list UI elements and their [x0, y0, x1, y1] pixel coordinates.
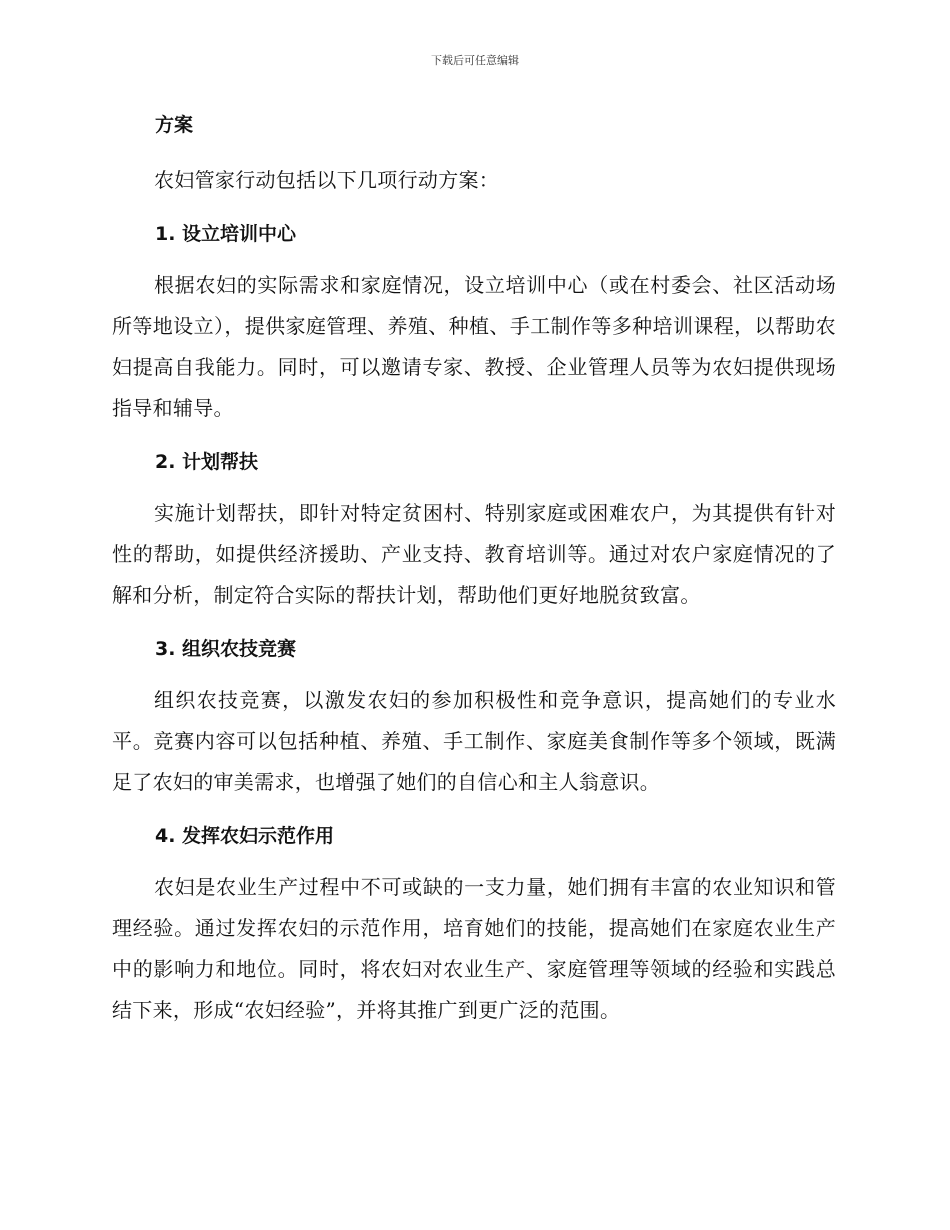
- section-paragraph-1: 根据农妇的实际需求和家庭情况，设立培训中心（或在村委会、社区活动场所等地设立），提供家庭管理、养殖、种植、手工制作等多种培训课程，以帮助农妇提高自我能力。同时，可以邀请专家、教授、企业管理人员等为农妇提供现场指导和辅导。: [112, 273, 836, 420]
- page-header-note: 下载后可任意编辑: [431, 54, 519, 67]
- section-heading-1: 1. 设立培训中心: [155, 223, 297, 245]
- document-title: 方案: [155, 114, 194, 136]
- section-paragraph-2: 实施计划帮扶，即针对特定贫困村、特别家庭或困难农户，为其提供有针对性的帮助，如提供经济援助、产业支持、教育培训等。通过对农户家庭情况的了解和分析，制定符合实际的帮扶计划，帮助他们更好地脱贫致富。: [112, 501, 836, 607]
- section-paragraph-4: 农妇是农业生产过程中不可或缺的一支力量，她们拥有丰富的农业知识和管理经验。通过发挥农妇的示范作用，培育她们的技能，提高她们在家庭农业生产中的影响力和地位。同时，将农妇对农业生产、家庭管理等领域的经验和实践总结下来，形成“农妇经验”，并将其推广到更广泛的范围。: [112, 875, 836, 1022]
- section-heading-4: 4. 发挥农妇示范作用: [155, 825, 335, 847]
- intro-paragraph: 农妇管家行动包括以下几项行动方案：: [154, 168, 500, 192]
- section-heading-2: 2. 计划帮扶: [155, 451, 259, 473]
- document-body: [112, 108, 836, 1031]
- section-paragraph-3: 组织农技竞赛，以激发农妇的参加积极性和竞争意识，提高她们的专业水平。竞赛内容可以包括种植、养殖、手工制作、家庭美食制作等多个领域，既满足了农妇的审美需求，也增强了她们的自信心和主人翁意识。: [112, 688, 836, 794]
- section-heading-3: 3. 组织农技竞赛: [155, 638, 297, 660]
